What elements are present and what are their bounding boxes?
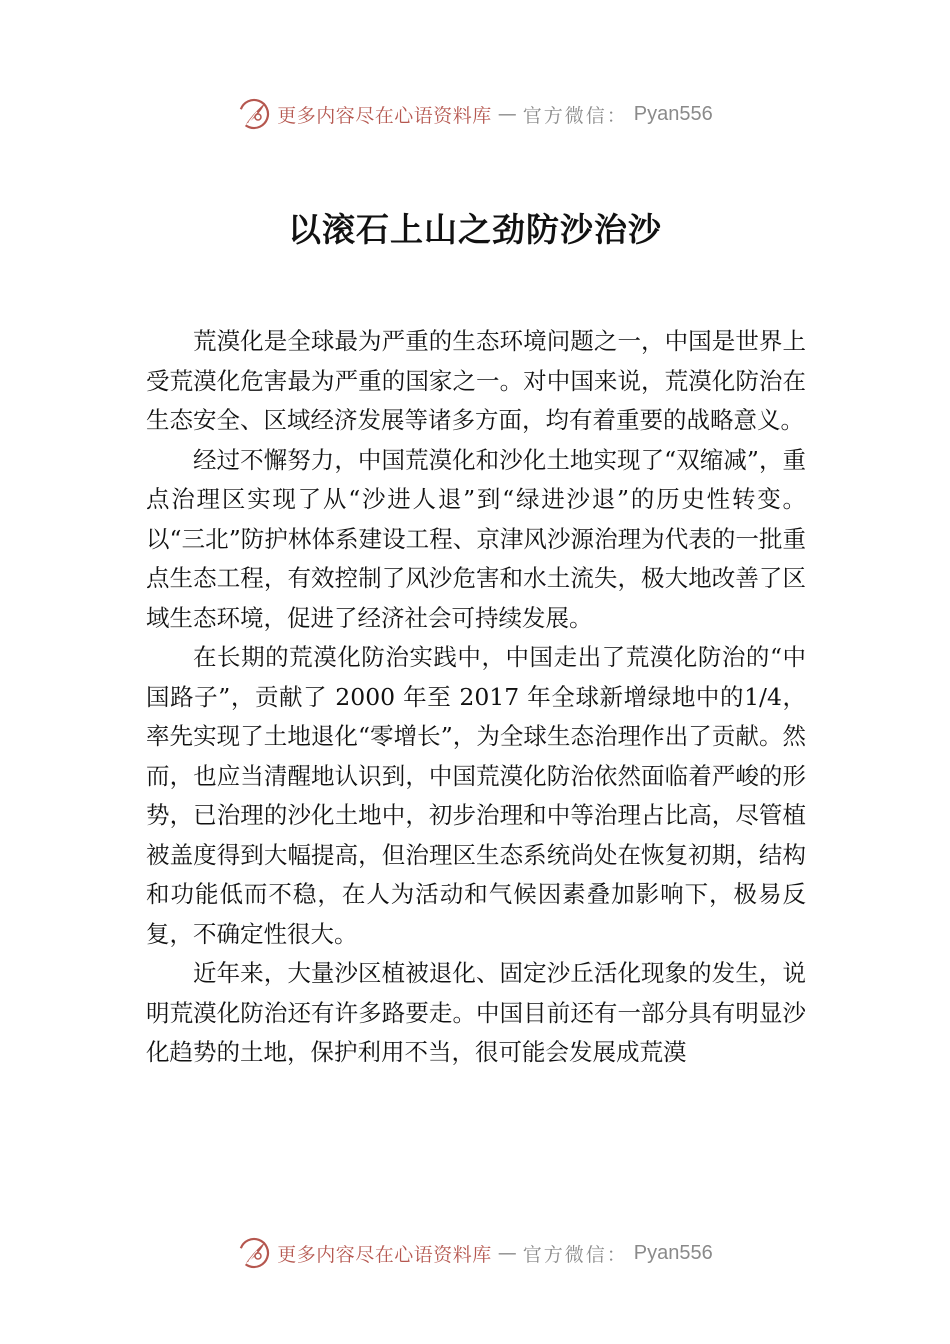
watermark-separator: —	[497, 103, 517, 125]
paragraph: 经过不懈努力，中国荒漠化和沙化土地实现了“双缩减”，重点治理区实现了从“沙进人退”到“绿进沙退”的历史性转变。以“三北”防护林体系建设工程、京津风沙源治理为代表的一批重点生态工程，有效控制了风沙危害和水土流失，极大地改善了区域生态环境，促进了经济社会可持续发展。	[146, 445, 806, 632]
watermark-banner-bottom	[0, 1233, 950, 1273]
watermark-site-text: 更多内容尽在心语资料库	[277, 104, 492, 127]
watermark-wechat-id: Pyan556	[633, 102, 713, 125]
watermark-wechat-label: 官方微信：	[522, 104, 628, 127]
watermark-separator: —	[497, 1242, 517, 1264]
feather-pen-circle-icon	[237, 97, 271, 131]
paragraph: 在长期的荒漠化防治实践中，中国走出了荒漠化防治的“中国路子”，贡献了 2000 年至 2017 年全球新增绿地中的1/4，率先实现了土地退化“零增长”，为全球生态治理作出了贡献。然而，也应当清醒地认识到，中国荒漠化防治依然面临着严峻的形势，已治理的沙化土地中，初步治理和中等治理占比高，尽管植被盖度得到大幅提高，但治理区生态系统尚处在恢复初期，结构和功能低而不稳，在人为活动和气候因素叠加影响下，极易反复，不确定性很大。	[146, 643, 806, 948]
paragraph: 荒漠化是全球最为严重的生态环境问题之一，中国是世界上受荒漠化危害最为严重的国家之一。对中国来说，荒漠化防治在生态安全、区域经济发展等诸多方面，均有着重要的战略意义。	[146, 327, 806, 434]
feather-pen-circle-icon	[237, 1236, 271, 1270]
watermark-site-text: 更多内容尽在心语资料库	[277, 1243, 492, 1266]
document-body	[146, 322, 806, 1073]
document-title: 以滚石上山之劲防沙治沙	[288, 210, 662, 249]
watermark-banner-top	[0, 94, 950, 134]
watermark-wechat-label: 官方微信：	[522, 1243, 628, 1266]
paragraph: 近年来，大量沙区植被退化、固定沙丘活化现象的发生，说明荒漠化防治还有许多路要走。中国目前还有一部分具有明显沙化趋势的土地，保护利用不当，很可能会发展成荒漠	[146, 959, 806, 1066]
watermark-wechat-id: Pyan556	[633, 1241, 713, 1264]
